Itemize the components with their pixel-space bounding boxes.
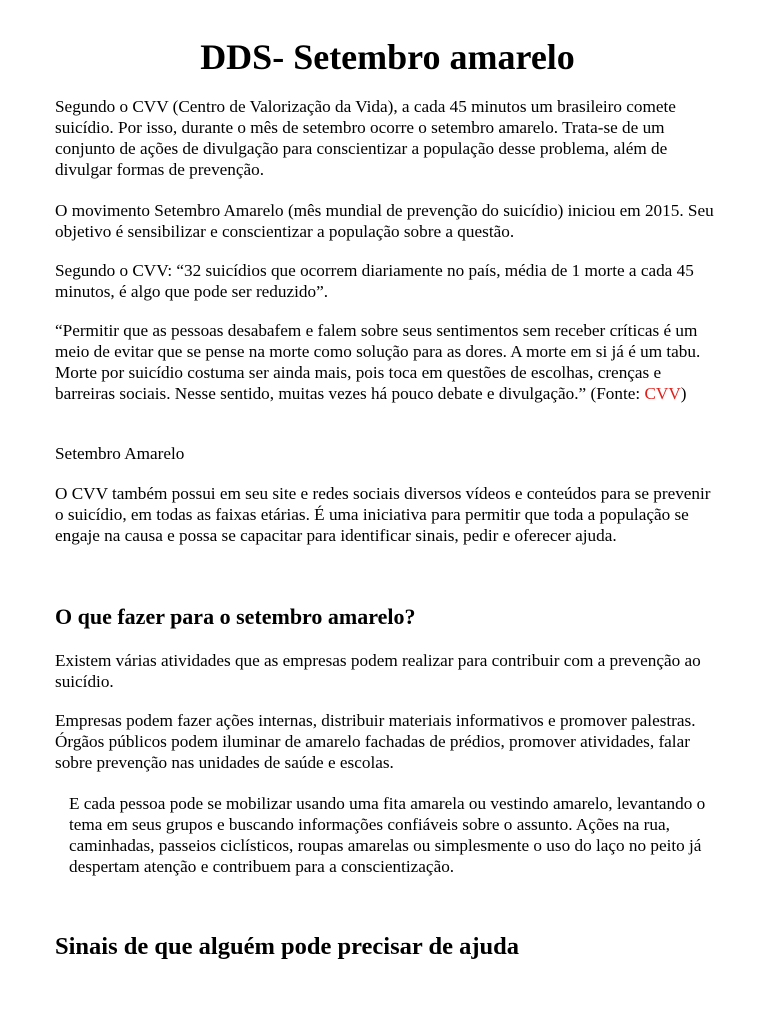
paragraph-cvv-resources: O CVV também possui em seu site e redes sociais diversos vídeos e conteúdos para se prevenir o suicídio, em todas as faixas etárias. É uma iniciativa para permitir que toda a população se engaje na causa e possa se capacitar para identificar sinais, pedir e oferecer ajuda. <box>55 484 711 545</box>
cvv-source-link[interactable]: CVV <box>644 384 681 403</box>
paragraph-cvv-quote: Segundo o CVV: “32 suicídios que ocorrem diariamente no país, média de 1 morte a cada 45 minutos, é algo que pode ser reduzido”. <box>55 261 694 301</box>
page-title: DDS- Setembro amarelo <box>200 37 575 77</box>
paragraph-testimony <box>55 320 720 404</box>
paragraph-setembro-label: Setembro Amarelo <box>55 444 185 463</box>
paragraph-testimony-text: “Permitir que as pessoas desabafem e falem sobre seus sentimentos sem receber críticas é um meio de evitar que se pense na morte como solução para as dores. A morte em si já é um tabu. Morte por suicídio costuma ser ainda mais, pois toca em questões de escolhas, crenças e barreiras sociais. Nesse sentido, muitas vezes há pouco debate e divulgação.” (Fonte: <box>55 321 701 403</box>
paragraph-intro: Segundo o CVV (Centro de Valorização da Vida), a cada 45 minutos um brasileiro comete suicídio. Por isso, durante o mês de setembro ocorre o setembro amarelo. Trata-se de um conjunto de ações de divulgação para conscientizar a população desse problema, além de divulgar formas de prevenção. <box>55 97 676 179</box>
paragraph-activities: Existem várias atividades que as empresas podem realizar para contribuir com a prevenção ao suicídio. <box>55 651 701 691</box>
paragraph-companies: Empresas podem fazer ações internas, distribuir materiais informativos e promover palestras. Órgãos públicos podem iluminar de amarelo fachadas de prédios, promover atividades, falar sobre prevenção nas unidades de saúde e escolas. <box>55 711 696 772</box>
section-heading-signs: Sinais de que alguém pode precisar de ajuda <box>55 933 519 960</box>
section-heading-what-to-do: O que fazer para o setembro amarelo? <box>55 604 416 629</box>
paragraph-movement: O movimento Setembro Amarelo (mês mundial de prevenção do suicídio) iniciou em 2015. Seu objetivo é sensibilizar e conscientizar a população sobre a questão. <box>55 201 714 241</box>
paragraph-testimony-close: ) <box>680 384 687 403</box>
paragraph-individuals: E cada pessoa pode se mobilizar usando uma fita amarela ou vestindo amarelo, levantando o tema em seus grupos e buscando informações confiáveis sobre o assunto. Ações na rua, caminhadas, passeios ciclísticos, roupas amarelas ou simplesmente o uso do laço no peito já despertam atenção e contribuem para a conscientização. <box>69 794 706 876</box>
